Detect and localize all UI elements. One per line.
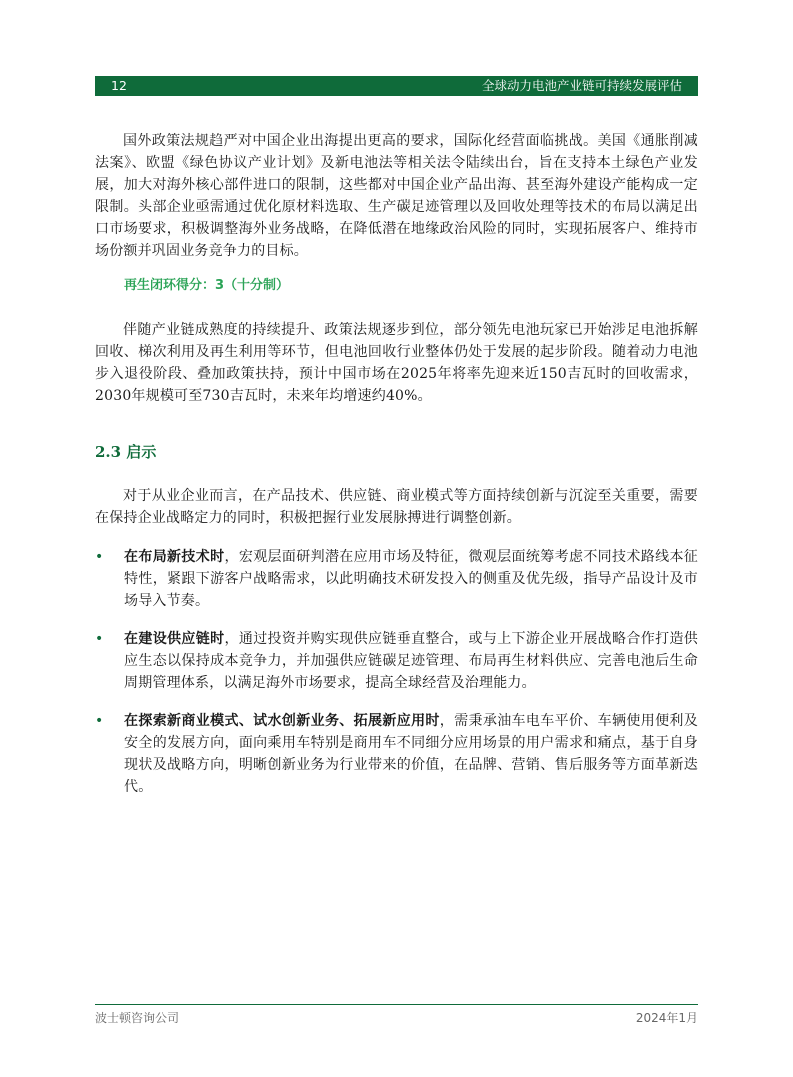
page-number: 12 <box>111 78 127 93</box>
recycling-score-heading: 再生闭环得分：3（十分制） <box>124 278 290 293</box>
bullet-marker: • <box>95 549 104 565</box>
paragraph-overseas-policy: 国外政策法规趋严对中国企业出海提出更高的要求，国际化经营面临挑战。美国《通胀削减法案》、欧盟《绿色协议产业计划》及新电池法等相关法令陆续出台，旨在支持本土绿色产业发展，加大对海外核心部件进口的限制，这些都对中国企业产品出海、甚至海外建设产能构成一定限制。头部企业亟需通过优化原材料选取、生产碳足迹管理以及回收处理等技术的布局以满足出口市场要求，积极调整海外业务战略，在降低潜在地缘政治风险的同时，实现拓展客户、维持市场份额并巩固业务竞争力的目标。 <box>95 133 698 259</box>
bullet-marker: • <box>95 713 104 729</box>
footer-date: 2024年1月 <box>635 1011 698 1025</box>
bullet-lead: 在探索新商业模式、试水创新业务、拓展新应用时 <box>124 713 440 729</box>
bullet-lead: 在建设供应链时 <box>124 631 225 647</box>
page-header-bar <box>95 76 698 96</box>
bullet-text <box>124 628 698 694</box>
bullet-business-model <box>95 710 698 798</box>
bullet-lead: 在布局新技术时 <box>124 549 225 565</box>
bullet-body: ，需秉承油车电车平价、车辆使用便利及安全的发展方向，面向乘用车特别是商用车不同细分应用场景的用户需求和痛点，基于自身现状及战略方向，明晰创新业务为行业带来的价值，在品牌、营销、售后服务等方面革新迭代。 <box>124 713 698 795</box>
bullet-new-technology <box>95 546 698 612</box>
bullet-body: ，通过投资并购实现供应链垂直整合，或与上下游企业开展战略合作打造供应生态以保持成本竞争力，并加强供应链碳足迹管理、布局再生材料供应、完善电池后生命周期管理体系，以满足海外市场要求，提高全球经营及治理能力。 <box>124 631 698 691</box>
bullet-supply-chain <box>95 628 698 694</box>
bullet-text <box>124 546 698 612</box>
paragraph-implications-intro: 对于从业企业而言，在产品技术、供应链、商业模式等方面持续创新与沉淀至关重要，需要在保持企业战略定力的同时，积极把握行业发展脉搏进行调整创新。 <box>95 488 698 526</box>
footer-divider <box>95 1004 698 1005</box>
bullet-body: ，宏观层面研判潜在应用市场及特征，微观层面统筹考虑不同技术路线本征特性，紧跟下游客户战略需求，以此明确技术研发投入的侧重及优先级，指导产品设计及市场导入节奏。 <box>124 549 698 609</box>
bullet-marker: • <box>95 631 104 647</box>
footer-publisher: 波士顿咨询公司 <box>95 1011 180 1025</box>
bullet-text <box>124 710 698 798</box>
running-title: 全球动力电池产业链可持续发展评估 <box>481 78 682 93</box>
paragraph-recycling: 伴随产业链成熟度的持续提升、政策法规逐步到位，部分领先电池玩家已开始涉足电池拆解回收、梯次利用及再生利用等环节，但电池回收行业整体仍处于发展的起步阶段。随着动力电池步入退役阶段、叠加政策扶持，预计中国市场在2025年将率先迎来近150吉瓦时的回收需求，2030年规模可至730吉瓦时，未来年均增速约40%。 <box>95 322 698 404</box>
section-heading-implications: 2.3 启示 <box>95 443 157 461</box>
